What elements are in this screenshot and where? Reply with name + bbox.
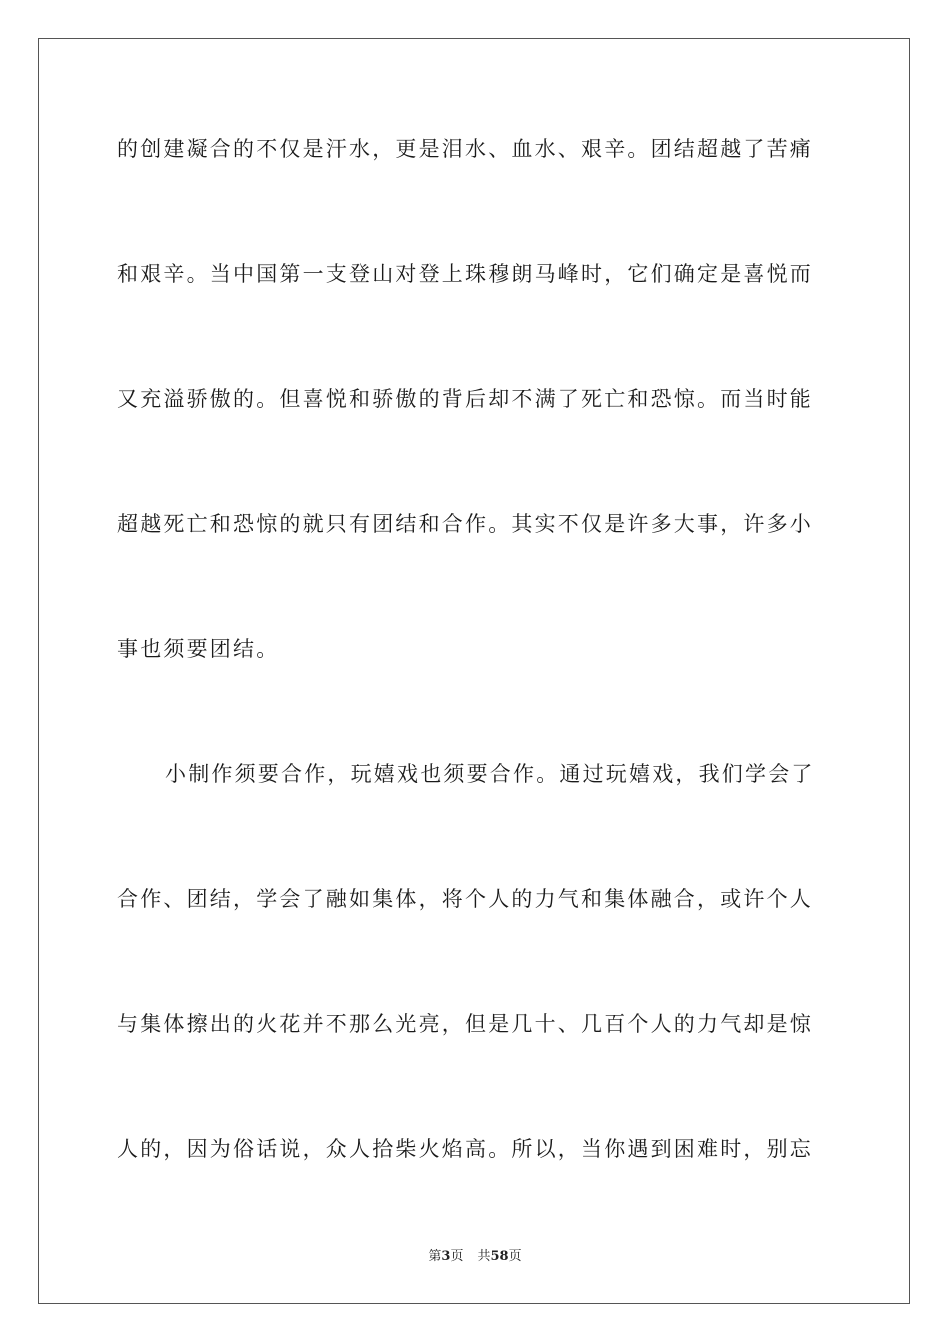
paragraph-start-line: 小制作须要合作，玩嬉戏也须要合作。通过玩嬉戏，我们学会了 [165,762,815,786]
body-text-line-4: 超越死亡和恐惊的就只有团结和合作。其实不仅是许多大事，许多小 [117,512,813,536]
footer-total-suffix: 页 [508,1249,522,1264]
body-text-line-9: 人的，因为俗话说，众人拾柴火焰高。所以，当你遇到困难时，别忘 [117,1137,813,1161]
body-text-line-2: 和艰辛。当中国第一支登山对登上珠穆朗马峰时，它们确定是喜悦而 [117,262,813,286]
body-text-line-5: 事也须要团结。 [117,637,280,661]
page-border [38,38,910,1304]
body-text-line-3: 又充溢骄傲的。但喜悦和骄傲的背后却不满了死亡和恐惊。而当时能 [117,387,813,411]
footer-page-prefix: 第 [428,1249,442,1264]
footer-total-prefix: 共 [477,1249,491,1264]
body-text-line-1: 的创建凝合的不仅是汗水，更是泪水、血水、艰辛。团结超越了苦痛 [117,137,813,161]
footer-page-number: 3 [441,1249,451,1264]
body-text-line-8: 与集体擦出的火花并不那么光亮，但是几十、几百个人的力气却是惊 [117,1012,813,1036]
footer-total-pages: 58 [490,1249,509,1264]
body-text-line-7: 合作、团结，学会了融如集体，将个人的力气和集体融合，或许个人 [117,887,813,911]
footer-page-suffix: 页 [450,1249,464,1264]
page-footer [0,1248,950,1266]
